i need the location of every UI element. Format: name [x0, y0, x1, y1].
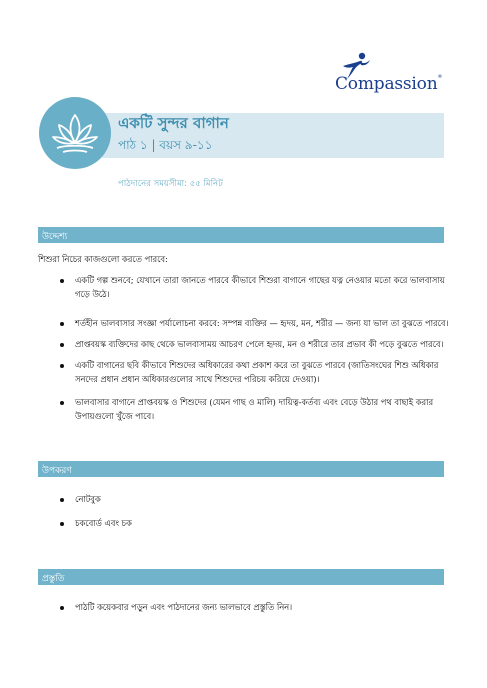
brand-name: Compassion® — [335, 74, 443, 94]
bullet-marker — [60, 275, 70, 285]
lesson-title: একটি সুন্দর বাগান — [118, 114, 229, 132]
list-item: নোটবুক — [75, 494, 101, 504]
list-item: প্রাপ্তবয়স্ক ব্যক্তিদের কাছ থেকে ভালবাসাময় আচরণ পেলে হৃদয়, মন ও শরীরে তার প্রভাব কী পড়ে বুঝতে পারবে। — [75, 339, 444, 349]
list-item: ভালবাসার বাগানে প্রাপ্তবয়স্ক ও শিশুদের (যেমন গাছ ও মালি) দায়িত্ব-কর্তব্য এবং বেড়ে উঠার পথ বাছাই করার উপায়গুলো খুঁজে পাবে। — [75, 397, 434, 421]
lesson-subtitle: পাঠ ১ | বয়স ৯-১১ — [118, 138, 213, 152]
bullet-marker — [60, 397, 70, 407]
list-item: চকবোর্ড এবং চক — [75, 518, 132, 528]
bullet-marker — [60, 518, 70, 528]
list-item: পাঠটি কয়েকবার পড়ুন এবং পাঠদানের জন্য ভালভাবে প্রস্তুতি নিন। — [75, 602, 293, 612]
bullet-marker — [60, 602, 70, 612]
section-heading-text: উপকরণ — [42, 466, 72, 476]
section-materials-heading — [38, 461, 444, 477]
list-item: শর্তহীন ভালবাসার সংজ্ঞা পর্যালোচনা করবে: সম্পন্ন ব্যক্তির — হৃদয়, মন, শরীর — জন্য যা ভাল তা বুঝতে পারবে। — [75, 318, 449, 328]
bullet-marker — [60, 494, 70, 504]
compassion-logo — [335, 52, 447, 100]
objectives-intro: শিশুরা নিচের কাজগুলো করতে পারবে: — [38, 254, 168, 264]
bullet-marker — [60, 339, 70, 349]
lesson-duration: পাঠদানের সময়সীমা: ৫৫ মিনিট — [118, 179, 223, 189]
section-heading-text: প্রস্তুতি — [42, 574, 65, 584]
section-objectives-heading — [38, 227, 444, 243]
bullet-marker — [60, 360, 70, 370]
list-item: একটি বাগানের ছবি কীভাবে শিশুদের অধিকারের কথা প্রকাশ করে তা বুঝতে পারবে (জাতিসংঘের শিশু অধিকার সনদের প্রধান প্রধান অধিকারগুলোর সাথে শিশুদের পরিচয় করিয়ে দেওয়া)। — [75, 360, 439, 384]
list-item: একটি গল্প শুনবে; যেখানে তারা জানতে পারবে কীভাবে শিশুরা বাগানে গাছের যত্ন নেওয়ার মতো করে ভালবাসায় গড়ে উঠে। — [75, 275, 445, 299]
bullet-marker — [60, 318, 70, 328]
section-heading-text: উদ্দেশ্য — [42, 232, 68, 242]
lotus-icon — [51, 111, 99, 155]
section-preparation-heading — [38, 569, 444, 585]
lotus-badge — [39, 97, 111, 169]
registered-mark: ® — [437, 74, 443, 80]
